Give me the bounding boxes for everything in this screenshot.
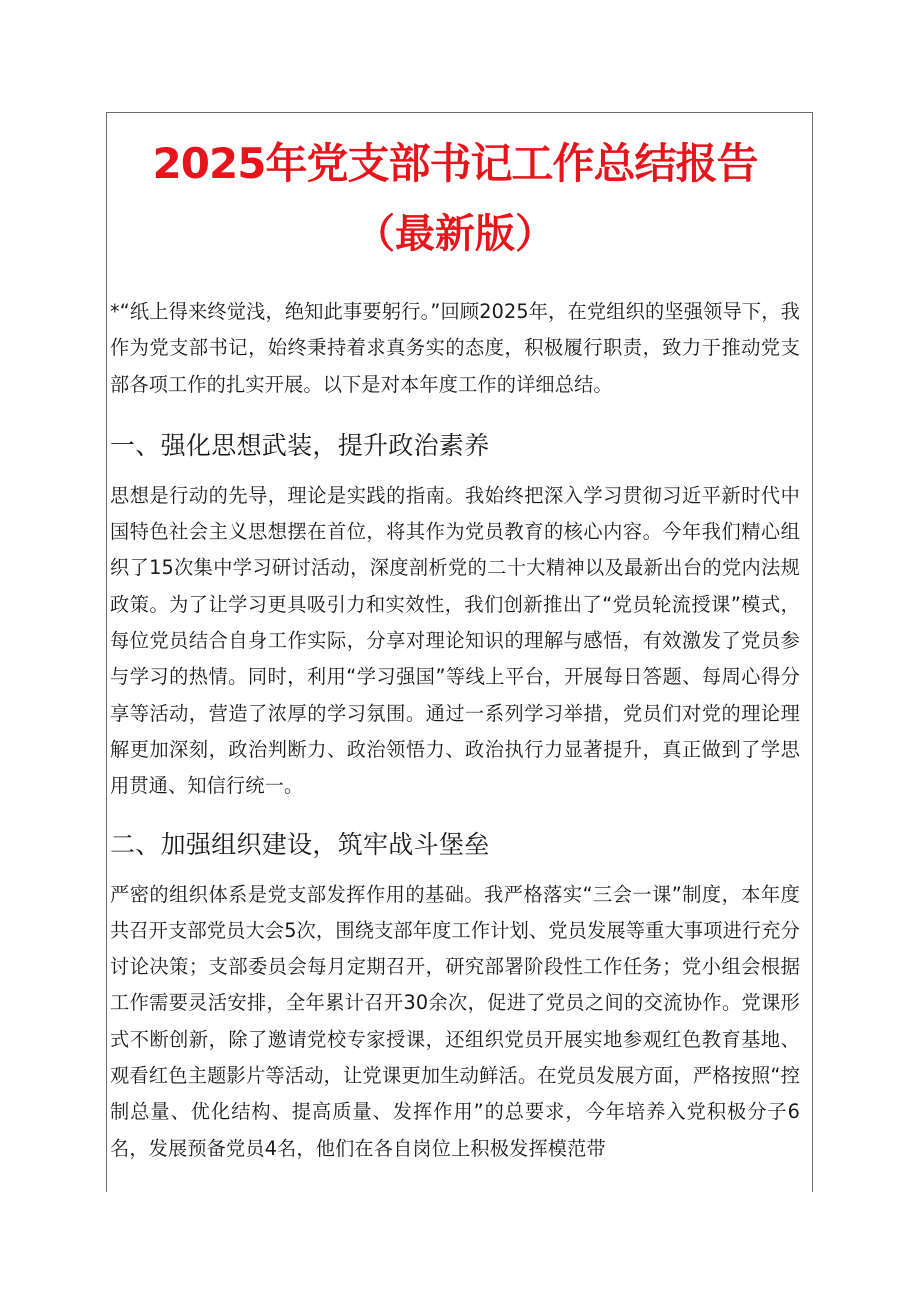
intro-paragraph: *“纸上得来终觉浅，绝知此事要躬行。”回顾2025年，在党组织的坚强领导下，我作为党支部书记，始终秉持着求真务实的态度，积极履行职责，致力于推动党支部各项工作的扎实开展。以下是对本年度工作的详细总结。: [110, 300, 800, 396]
section-body-2: 严密的组织体系是党支部发挥作用的基础。我严格落实“三会一课”制度，本年度共召开支部党员大会5次，围绕支部年度工作计划、党员发展等重大事项进行充分讨论决策；支部委员会每月定期召开，研究部署阶段性工作任务；党小组会根据工作需要灵活安排，全年累计召开30余次，促进了党员之间的交流协作。党课形式不断创新，除了邀请党校专家授课，还组织党员开展实地参观红色教育基地、观看红色主题影片等活动，让党课更加生动鲜活。在党员发展方面，严格按照“控制总量、优化结构、提高质量、发挥作用”的总要求，今年培养入党积极分子6名，发展预备党员4名，他们在各自岗位上积极发挥模范带: [110, 882, 800, 1160]
document-content: [110, 113, 800, 1167]
document-page: [106, 112, 813, 1192]
document-title: 2025年党支部书记工作总结报告: [152, 139, 758, 188]
document-subtitle: （最新版）: [355, 211, 555, 257]
section-body-1: 思想是行动的先导，理论是实践的指南。我始终把深入学习贯彻习近平新时代中国特色社会主义思想摆在首位，将其作为党员教育的核心内容。今年我们精心组织了15次集中学习研讨活动，深度剖析党的二十大精神以及最新出台的党内法规政策。为了让学习更具吸引力和实效性，我们创新推出了“党员轮流授课”模式，每位党员结合自身工作实际，分享对理论知识的理解与感悟，有效激发了党员参与学习的热情。同时，利用“学习强国”等线上平台，开展每日答题、每周心得分享等活动，营造了浓厚的学习氛围。通过一系列学习举措，党员们对党的理论理解更加深刻，政治判断力、政治领悟力、政治执行力显著提升，真正做到了学思用贯通、知信行统一。: [110, 483, 800, 798]
section-heading-1: 一、强化思想武装，提升政治素养: [110, 430, 490, 460]
section-heading-2: 二、加强组织建设，筑牢战斗堡垒: [110, 829, 490, 859]
